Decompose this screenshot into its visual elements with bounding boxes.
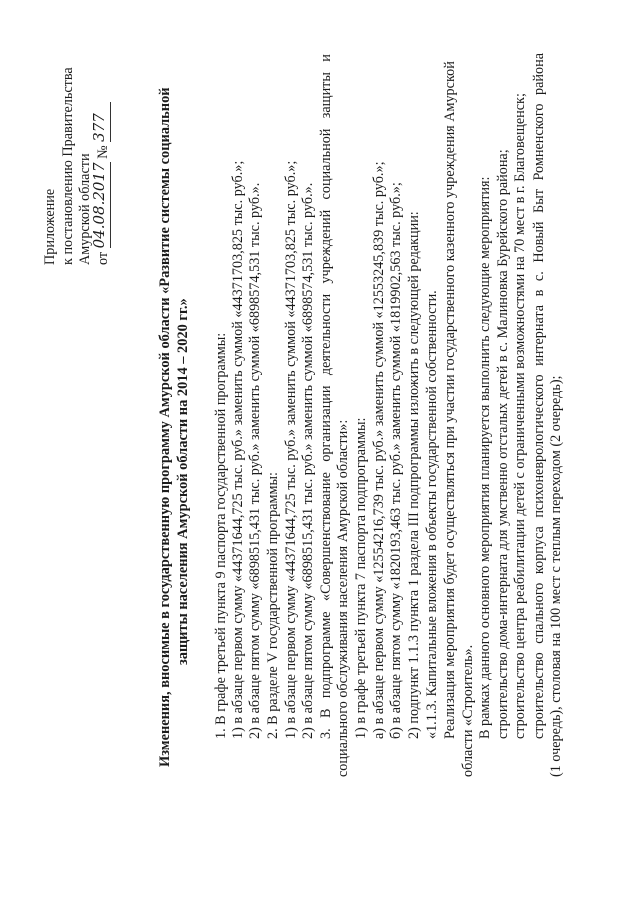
word: Быт	[531, 189, 547, 213]
body-line-4: 2. В разделе V государственной программы:	[265, 472, 281, 739]
word: подпрограмме	[318, 611, 334, 699]
word: с.	[531, 271, 547, 282]
word: в	[531, 289, 547, 297]
body-line-9: 1) в графе третьей пункта 7 паспорта подпрограммы:	[353, 417, 369, 739]
handwritten-number: 377	[90, 113, 108, 142]
number-field	[90, 102, 111, 142]
body-line-6: 2) в абзаце пятом сумму «6898515,431 тыс. руб.» заменить суммой «6898574,531 тыс. руб.».	[300, 182, 316, 739]
word: организации	[318, 385, 334, 462]
word: «Совершенствование	[318, 472, 334, 602]
word: психоневрологического	[531, 374, 547, 518]
document-heading-line-2: защиты населения Амурской области на 2014 – 2020 гг.»	[175, 298, 191, 665]
word: Новый	[531, 221, 547, 263]
body-line-15: области «Строитель».	[460, 644, 476, 777]
word: интерната	[531, 304, 547, 366]
word: учреждений	[318, 209, 334, 284]
document-heading-line-1: Изменения, вносимые в государственную программу Амурской области «Развитие системы социальной	[157, 87, 173, 767]
body-line-8: социального обслуживания населения Амурской области»:	[335, 419, 351, 777]
body-line-17: строительство дома-интерната для умственно отсталых детей в с. Малиновка Бурейского района;	[495, 149, 511, 739]
body-line-16: В рамках данного основного мероприятия планируется выполнить следующие мероприятия:	[477, 176, 493, 739]
body-line-19	[531, 53, 547, 739]
word: района	[531, 53, 547, 95]
word: деятельности	[318, 293, 334, 376]
body-line-20: (1 очередь), столовая на 100 мест с теплым переходом (2 очередь);	[548, 375, 564, 777]
body-line-12: 2) подпункт 1.1.3 пункта 1 раздела III подпрограммы изложить в следующей редакции:	[406, 211, 422, 739]
body-line-14: Реализация мероприятия будет осуществляться при участии государственного казенного учреждения Амурской	[442, 61, 458, 739]
body-line-18: строительство центра реабилитации детей с ограниченными возможностями на 70 мест в г. Благовещенск;	[512, 93, 528, 739]
handwritten-date: 04.08.2017	[90, 162, 108, 249]
appendix-date-number-line	[90, 102, 111, 265]
body-line-13: «1.1.3. Капитальные вложения в объекты государственной собственности.	[424, 290, 440, 739]
body-line-5: 1) в абзаце первом сумму «44371644,725 тыс. руб.» заменить суммой «44371703,825 тыс. руб.»;	[283, 160, 299, 739]
body-line-2: 1) в абзаце первом сумму «44371644,725 тыс. руб.» заменить суммой «44371703,825 тыс. руб.»;	[230, 160, 246, 739]
appendix-region-line: Амурской области	[77, 153, 93, 265]
word: спального	[531, 582, 547, 644]
body-line-7	[318, 54, 334, 739]
body-line-3: 2) в абзаце пятом сумму «6898515,431 тыс. руб.» заменить суммой «6898574,531 тыс. руб.».	[247, 182, 263, 739]
date-field	[90, 162, 111, 249]
word: Ромненского	[531, 103, 547, 181]
appendix-title: Приложение	[42, 188, 58, 265]
body-line-10: а) в абзаце первом сумму «12554216,739 тыс. руб.» заменить суммой «12553245,839 тыс. руб.»;	[371, 161, 387, 739]
appendix-decree-line: к постановлению Правительства	[60, 67, 76, 265]
word: строительство	[531, 652, 547, 739]
date-prefix: от	[95, 251, 111, 265]
word: социальной	[318, 128, 334, 200]
word: 3.	[318, 728, 334, 739]
word: защиты	[318, 72, 334, 119]
body-line-11: б) в абзаце пятом сумму «1820193,463 тыс. руб.» заменить суммой «1819902,563 тыс. руб.»;	[388, 182, 404, 739]
word: корпуса	[531, 526, 547, 575]
word: и	[318, 54, 334, 62]
number-prefix: №	[95, 145, 111, 159]
body-line-1: 1. В графе третьей пункта 9 паспорта государственной программы:	[213, 332, 229, 739]
word: В	[318, 708, 334, 718]
